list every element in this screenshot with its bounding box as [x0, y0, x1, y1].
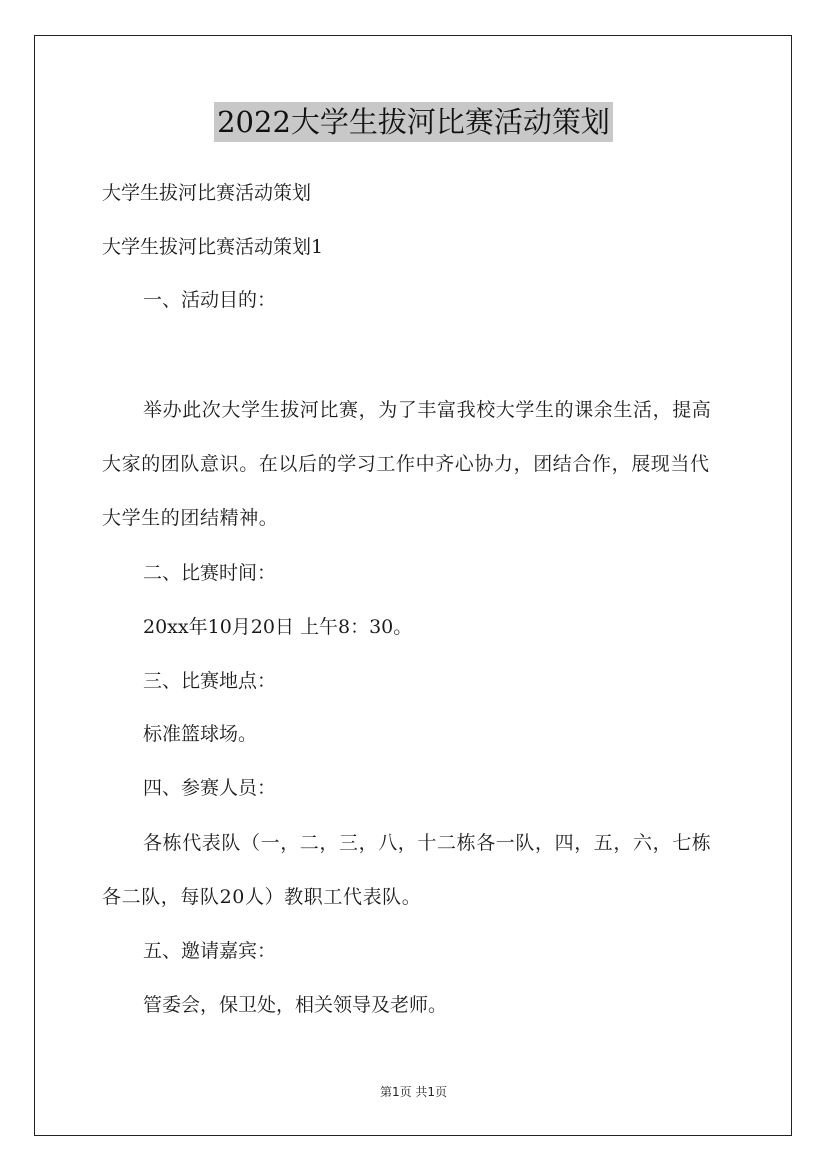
section-4-body: 各栋代表队（一，二，三，八，十二栋各一队，四，五，六，七栋各二队，每队20人）教职工代表队。	[102, 832, 712, 908]
section-4-heading: 四、参赛人员：	[143, 777, 277, 799]
section-2-body: 20xx年10月20日 上午8：30。	[143, 616, 413, 638]
subtitle-numbered: 大学生拔河比赛活动策划1	[102, 236, 324, 258]
section-3-heading: 三、比赛地点：	[143, 670, 277, 692]
section-1-body: 举办此次大学生拔河比赛，为了丰富我校大学生的课余生活，提高大家的团队意识。在以后的学习工作中齐心协力，团结合作，展现当代大学生的团结精神。	[102, 399, 712, 529]
subtitle: 大学生拔河比赛活动策划	[102, 182, 312, 204]
document-title-text: 2022大学生拔河比赛活动策划	[214, 102, 613, 142]
document-title	[0, 102, 827, 142]
page-footer: 第1页 共1页	[379, 1085, 448, 1099]
section-5-heading: 五、邀请嘉宾：	[143, 940, 277, 962]
section-2-heading: 二、比赛时间：	[143, 562, 277, 584]
section-5-body: 管委会，保卫处，相关领导及老师。	[143, 994, 448, 1016]
section-3-body: 标准篮球场。	[143, 723, 258, 745]
section-1-heading: 一、活动目的：	[143, 289, 277, 311]
